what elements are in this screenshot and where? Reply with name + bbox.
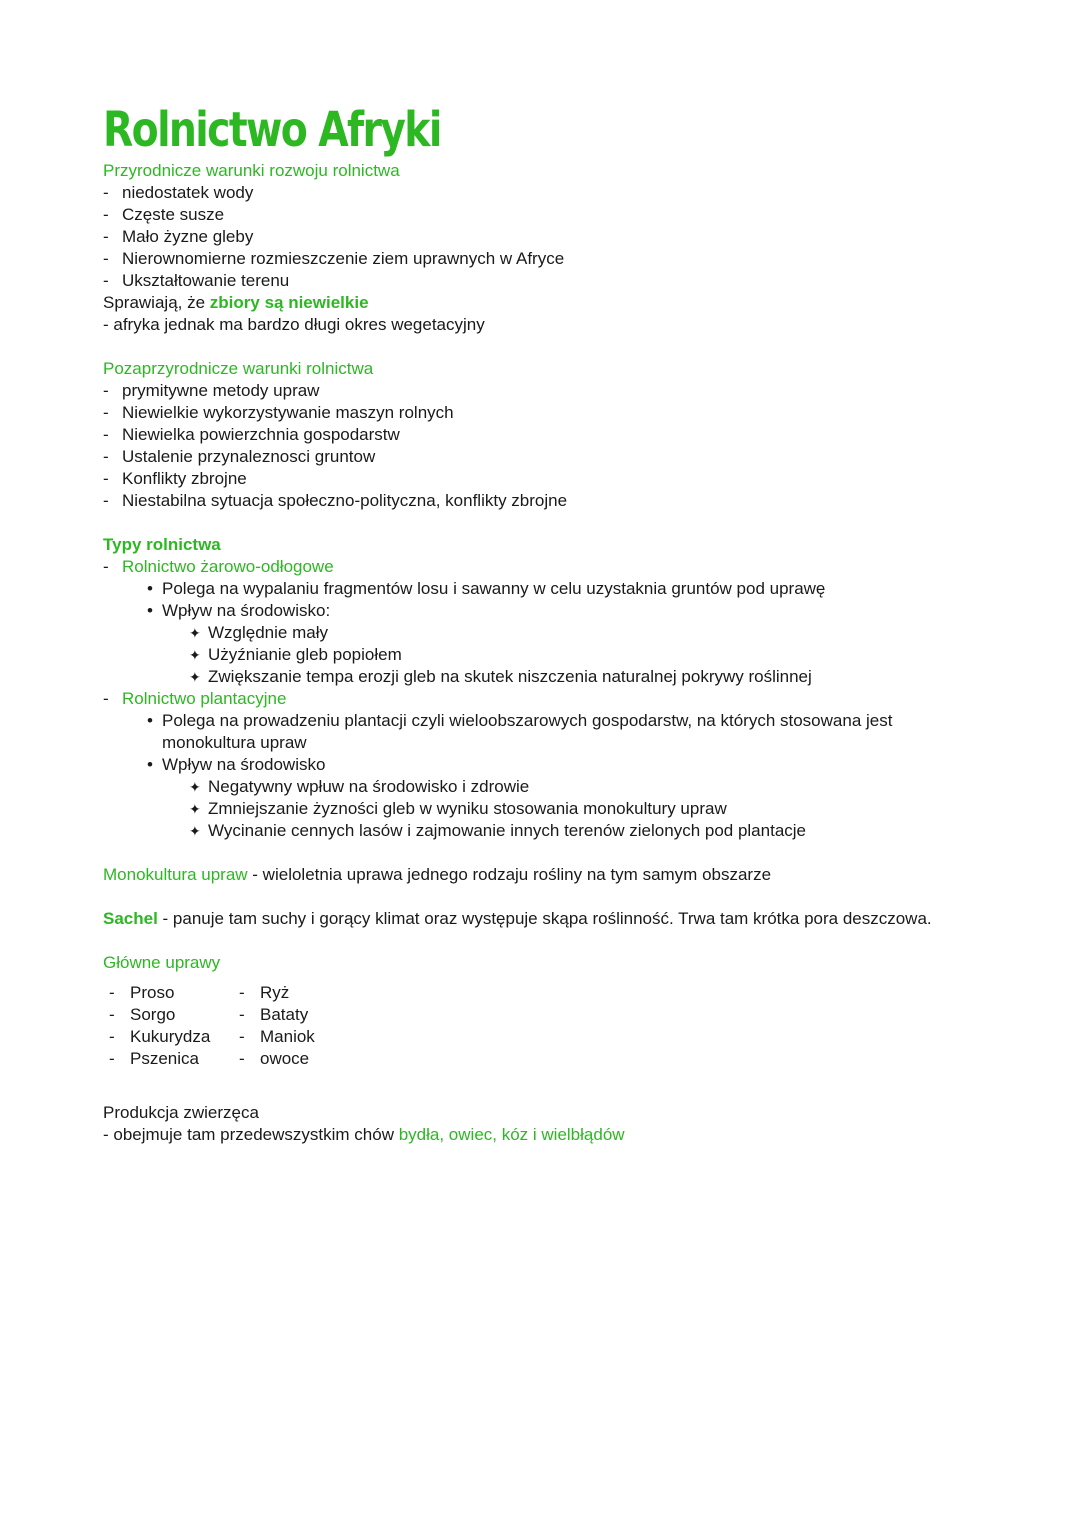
list-item: - Nierownomierne rozmieszczenie ziem uprawnych w Afryce <box>103 248 983 270</box>
farming-types-section <box>103 534 983 842</box>
farming-type-name: - Rolnictwo plantacyjne <box>122 689 287 708</box>
monoculture-definition <box>103 864 983 886</box>
crop-item: - Sorgo <box>109 1004 239 1026</box>
crop-item: - Proso <box>109 982 239 1004</box>
impact-block <box>143 754 983 842</box>
livestock-prefix: - obejmuje tam przedewszystkim chów <box>103 1125 399 1144</box>
list-item: - Ukształtowanie terenu <box>103 270 983 292</box>
sahel-definition <box>103 908 983 930</box>
natural-conditions-list <box>103 182 983 292</box>
farming-type-description: • Polega na wypalaniu fragmentów losu i sawanny w celu uzystaknia gruntów pod uprawę <box>143 578 983 600</box>
impact-list <box>187 622 983 688</box>
farming-type-plantation <box>103 688 983 842</box>
list-item: - prymitywne metody upraw <box>103 380 983 402</box>
section-heading-natural: Przyrodnicze warunki rozwoju rolnictwa <box>103 161 400 180</box>
farming-type-details <box>143 578 983 688</box>
page-title: Rolnictwo Afryki <box>103 102 441 158</box>
farming-type-description: • Polega na prowadzeniu plantacji czyli wieloobszarowych gospodarstw, na których stosowana jest monokultura upraw <box>143 710 983 754</box>
impact-label: • Wpływ na środowisko: <box>162 601 331 620</box>
result-highlight: zbiory są niewielkie <box>209 293 369 312</box>
crop-item: - Pszenica <box>109 1048 239 1070</box>
nonnatural-conditions-section <box>103 358 983 512</box>
list-item: - Konflikty zbrojne <box>103 468 983 490</box>
crops-columns <box>109 982 983 1070</box>
document-page <box>103 100 983 1146</box>
impact-item: ✦ Zmniejszanie żyzności gleb w wyniku stosowania monokultury upraw <box>187 798 983 820</box>
definition: - panuje tam suchy i gorący klimat oraz występuje skąpa roślinność. Trwa tam krótka pora deszczowa. <box>157 909 932 928</box>
crop-item: - owoce <box>239 1048 369 1070</box>
impact-label: • Wpływ na środowisko <box>162 755 326 774</box>
impact-item: ✦ Negatywny wpłuw na środowisko i zdrowie <box>187 776 983 798</box>
list-item: - Częste susze <box>103 204 983 226</box>
natural-result <box>103 292 983 314</box>
crops-column-1 <box>109 982 239 1070</box>
nonnatural-conditions-list <box>103 380 983 512</box>
natural-note: - afryka jednak ma bardzo długi okres wegetacyjny <box>103 315 485 334</box>
impact-item: ✦ Względnie mały <box>187 622 983 644</box>
section-heading-nonnatural: Pozaprzyrodnicze warunki rolnictwa <box>103 359 374 378</box>
section-heading-crops: Główne uprawy <box>103 953 221 972</box>
impact-block <box>143 600 983 688</box>
livestock-text <box>103 1124 983 1146</box>
list-item: - Niewielkie wykorzystywanie maszyn rolnych <box>103 402 983 424</box>
impact-item: ✦ Zwiększanie tempa erozji gleb na skutek niszczenia naturalnej pokrywy roślinnej <box>187 666 983 688</box>
farming-types-list <box>103 556 983 842</box>
farming-type-name: - Rolnictwo żarowo-odłogowe <box>122 557 334 576</box>
livestock-animals: bydła, owiec, kóz i wielbłądów <box>398 1125 625 1144</box>
list-item: - Mało żyzne gleby <box>103 226 983 248</box>
list-item: - Niestabilna sytuacja społeczno-polityczna, konflikty zbrojne <box>103 490 983 512</box>
impact-item: ✦ Wycinanie cennych lasów i zajmowanie innych terenów zielonych pod plantacje <box>187 820 983 842</box>
section-heading-types: Typy rolnictwa <box>103 535 221 554</box>
crops-column-2 <box>239 982 369 1070</box>
definition: - wieloletnia uprawa jednego rodzaju rośliny na tym samym obszarze <box>247 865 772 884</box>
crop-item: - Kukurydza <box>109 1026 239 1048</box>
section-heading-livestock: Produkcja zwierzęca <box>103 1103 259 1122</box>
term: Monokultura upraw <box>103 865 248 884</box>
livestock-section <box>103 1102 983 1146</box>
impact-item: ✦ Użyźnianie gleb popiołem <box>187 644 983 666</box>
natural-conditions-section <box>103 160 983 336</box>
list-item: - Ustalenie przynaleznosci gruntow <box>103 446 983 468</box>
crop-item: - Maniok <box>239 1026 369 1048</box>
crop-item: - Bataty <box>239 1004 369 1026</box>
farming-type-slash-burn <box>103 556 983 688</box>
list-item: - niedostatek wody <box>103 182 983 204</box>
impact-list <box>187 776 983 842</box>
crop-item: - Ryż <box>239 982 369 1004</box>
result-prefix: Sprawiają, że <box>103 293 210 312</box>
farming-type-details <box>143 710 983 842</box>
crops-section <box>103 952 983 1070</box>
term: Sachel <box>103 909 158 928</box>
list-item: - Niewielka powierzchnia gospodarstw <box>103 424 983 446</box>
